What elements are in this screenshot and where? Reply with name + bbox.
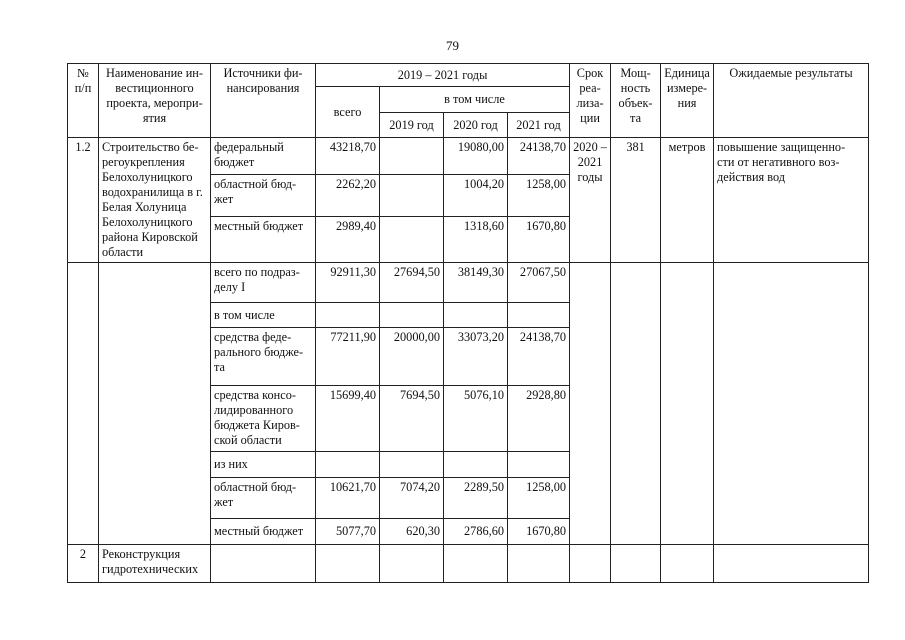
project-capacity: 381	[611, 138, 661, 263]
source-cell: областной бюд- жет	[211, 175, 316, 217]
empty-name-cell	[99, 263, 211, 545]
header-results: Ожидаемые результаты	[714, 64, 869, 138]
project-unit: метров	[661, 138, 714, 263]
y2021-cell: 24138,70	[508, 328, 570, 386]
y2019-cell: 7694,50	[380, 386, 444, 452]
y2019-cell	[380, 175, 444, 217]
y2021-cell: 1670,80	[508, 519, 570, 545]
y2021-cell: 1670,80	[508, 217, 570, 263]
header-2021: 2021 год	[508, 113, 570, 138]
table-row	[68, 263, 869, 303]
total-cell	[316, 545, 380, 583]
header-term: Срок реа- лиза- ции	[570, 64, 611, 138]
source-cell	[211, 545, 316, 583]
y2021-cell: 1258,00	[508, 175, 570, 217]
source-cell: местный бюджет	[211, 519, 316, 545]
total-cell: 2262,20	[316, 175, 380, 217]
header-years: 2019 – 2021 годы	[316, 64, 570, 87]
project-term: 2020 – 2021 годы	[570, 138, 611, 263]
y2019-cell: 7074,20	[380, 478, 444, 519]
empty-num-cell	[68, 263, 99, 545]
empty-unit-cell	[661, 263, 714, 545]
source-cell: средства консо- лидированного бюджета Киров- ской области	[211, 386, 316, 452]
source-cell: областной бюд- жет	[211, 478, 316, 519]
y2021-cell	[508, 303, 570, 328]
y2020-cell: 1004,20	[444, 175, 508, 217]
y2021-cell	[508, 545, 570, 583]
project-results: повышение защищенно- сти от негативного воз- действия вод	[714, 138, 869, 263]
y2020-cell: 38149,30	[444, 263, 508, 303]
total-cell: 15699,40	[316, 386, 380, 452]
header-2020: 2020 год	[444, 113, 508, 138]
y2019-cell: 27694,50	[380, 263, 444, 303]
total-cell	[316, 303, 380, 328]
header-sources: Источники фи- нансирования	[211, 64, 316, 138]
header-2019: 2019 год	[380, 113, 444, 138]
y2021-cell: 27067,50	[508, 263, 570, 303]
term-cell	[570, 545, 611, 583]
y2021-cell: 24138,70	[508, 138, 570, 175]
results-cell	[714, 545, 869, 583]
total-cell: 10621,70	[316, 478, 380, 519]
project-num: 2	[68, 545, 99, 583]
empty-results-cell	[714, 263, 869, 545]
header-unit: Единица измере- ния	[661, 64, 714, 138]
header-num: № п/п	[68, 64, 99, 138]
empty-capacity-cell	[611, 263, 661, 545]
header-name: Наименование ин- вестиционного проекта, меропри- ятия	[99, 64, 211, 138]
capacity-cell	[611, 545, 661, 583]
y2019-cell	[380, 452, 444, 478]
y2020-cell: 19080,00	[444, 138, 508, 175]
total-cell: 43218,70	[316, 138, 380, 175]
total-cell: 5077,70	[316, 519, 380, 545]
header-row-1	[68, 64, 869, 87]
investment-table	[67, 63, 869, 583]
source-cell: из них	[211, 452, 316, 478]
header-total: всего	[316, 87, 380, 138]
empty-term-cell	[570, 263, 611, 545]
total-cell: 2989,40	[316, 217, 380, 263]
y2019-cell	[380, 545, 444, 583]
total-cell	[316, 452, 380, 478]
y2019-cell	[380, 138, 444, 175]
y2020-cell	[444, 452, 508, 478]
project-name: Реконструкция гидротехнических	[99, 545, 211, 583]
y2019-cell: 620,30	[380, 519, 444, 545]
total-cell: 77211,90	[316, 328, 380, 386]
total-cell: 92911,30	[316, 263, 380, 303]
table-row	[68, 545, 869, 583]
y2020-cell: 2786,60	[444, 519, 508, 545]
y2019-cell: 20000,00	[380, 328, 444, 386]
y2020-cell	[444, 545, 508, 583]
source-cell: всего по подраз- делу I	[211, 263, 316, 303]
y2020-cell	[444, 303, 508, 328]
y2021-cell	[508, 452, 570, 478]
table-row	[68, 138, 869, 175]
header-capacity: Мощ- ность объек- та	[611, 64, 661, 138]
y2019-cell	[380, 217, 444, 263]
project-num: 1.2	[68, 138, 99, 263]
project-name: Строительство бе- регоукрепления Белохолуницкого водохранилища в г. Белая Холуница Белохолуницкого района Кировской области	[99, 138, 211, 263]
source-cell: федеральный бюджет	[211, 138, 316, 175]
y2019-cell	[380, 303, 444, 328]
header-including: в том числе	[380, 87, 570, 113]
y2021-cell: 2928,80	[508, 386, 570, 452]
source-cell: в том числе	[211, 303, 316, 328]
y2020-cell: 33073,20	[444, 328, 508, 386]
y2020-cell: 1318,60	[444, 217, 508, 263]
page-number: 79	[446, 38, 459, 53]
y2020-cell: 2289,50	[444, 478, 508, 519]
y2021-cell: 1258,00	[508, 478, 570, 519]
source-cell: средства феде- рального бюдже- та	[211, 328, 316, 386]
y2020-cell: 5076,10	[444, 386, 508, 452]
source-cell: местный бюджет	[211, 217, 316, 263]
unit-cell	[661, 545, 714, 583]
